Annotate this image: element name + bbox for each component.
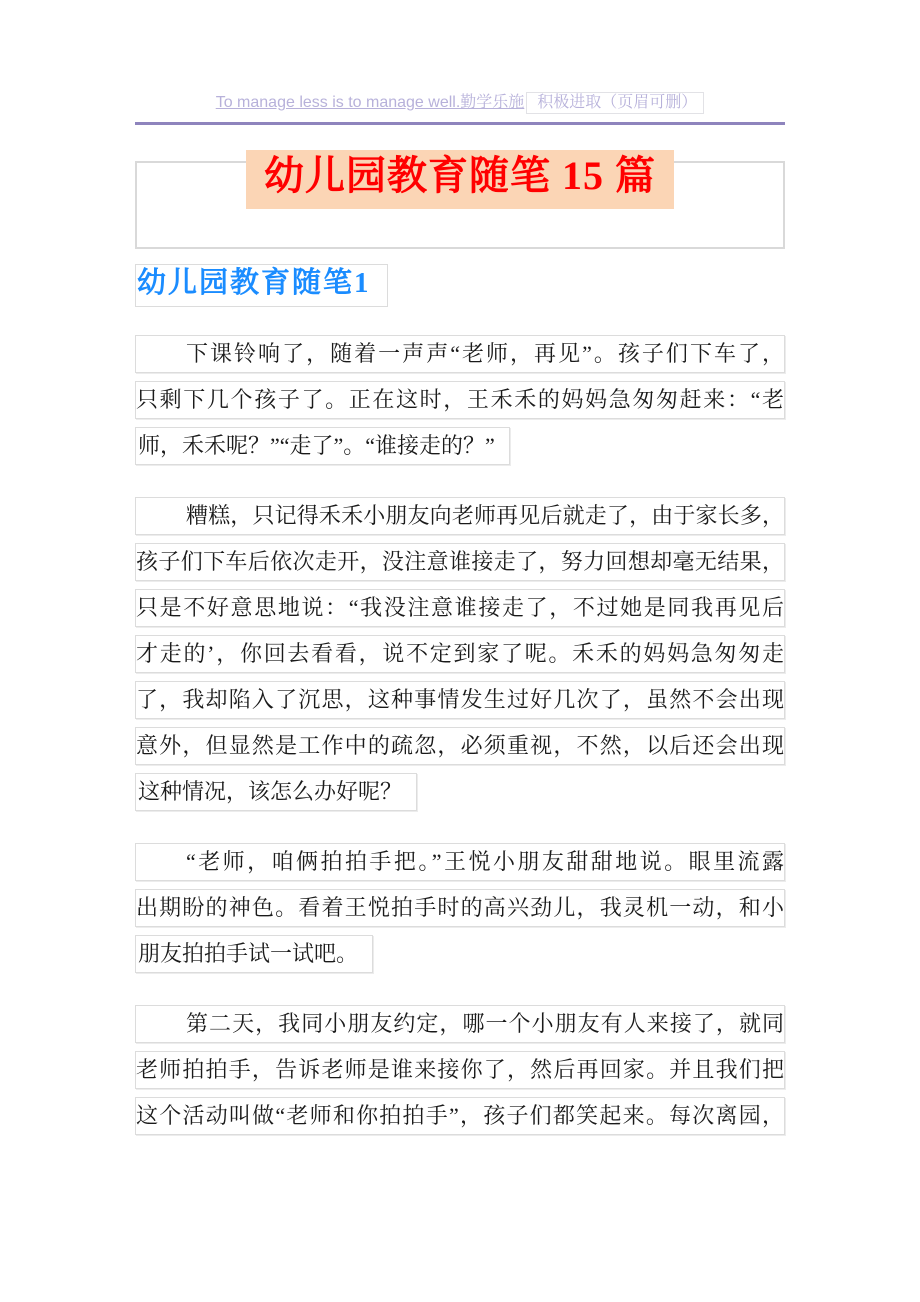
text-line: 出期盼的神色。看着王悦拍手时的高兴劲儿，我灵机一动，和小 <box>135 889 785 927</box>
header-rule <box>135 122 785 125</box>
subtitle-row <box>135 264 785 307</box>
paragraph-4 <box>135 1005 785 1135</box>
text-line: 第二天，我同小朋友约定，哪一个小朋友有人来接了，就同 <box>135 1005 785 1043</box>
text-line: 糟糕，只记得禾禾小朋友向老师再见后就走了，由于家长多， <box>135 497 785 535</box>
document-title: 幼儿园教育随笔 15 篇 <box>264 153 656 198</box>
text-line: 意外，但显然是工作中的疏忽，必须重视，不然，以后还会出现 <box>135 727 785 765</box>
text-line: 这个活动叫做“老师和你拍拍手”，孩子们都笑起来。每次离园， <box>135 1097 785 1135</box>
header-motto-text: To manage less is to manage well.勤学乐施 <box>215 94 525 111</box>
page-header <box>135 0 785 114</box>
subtitle-box <box>135 264 388 307</box>
text-line: “老师，咱俩拍拍手把。”王悦小朋友甜甜地说。眼里流露 <box>135 843 785 881</box>
text-line: 朋友拍拍手试一试吧。 <box>135 935 373 973</box>
text-line: 老师拍拍手，告诉老师是谁来接你了，然后再回家。并且我们把 <box>135 1051 785 1089</box>
paragraph-1 <box>135 335 785 473</box>
paragraph-3 <box>135 843 785 981</box>
paragraph-2 <box>135 497 785 819</box>
document-body <box>135 335 785 1135</box>
text-line: 下课铃响了，随着一声声“老师，再见”。孩子们下车了， <box>135 335 785 373</box>
title-box <box>135 153 785 249</box>
text-line: 了，我却陷入了沉思，这种事情发生过好几次了，虽然不会出现 <box>135 681 785 719</box>
title-highlight <box>246 150 674 209</box>
text-line: 孩子们下车后依次走开，没注意谁接走了，努力回想却毫无结果， <box>135 543 785 581</box>
text-line: 只剩下几个孩子了。正在这时，王禾禾的妈妈急匆匆赶来：“老 <box>135 381 785 419</box>
section-heading: 幼儿园教育随笔1 <box>137 267 371 299</box>
text-line: 这种情况，该怎么办好呢？ <box>135 773 417 811</box>
header-removable-note: 积极进取（页眉可删） <box>526 92 704 114</box>
text-line: 才走的’，你回去看看，说不定到家了呢。禾禾的妈妈急匆匆走 <box>135 635 785 673</box>
text-line: 师，禾禾呢？”“走了”。“谁接走的？” <box>135 427 510 465</box>
text-line: 只是不好意思地说：“我没注意谁接走了，不过她是同我再见后 <box>135 589 785 627</box>
